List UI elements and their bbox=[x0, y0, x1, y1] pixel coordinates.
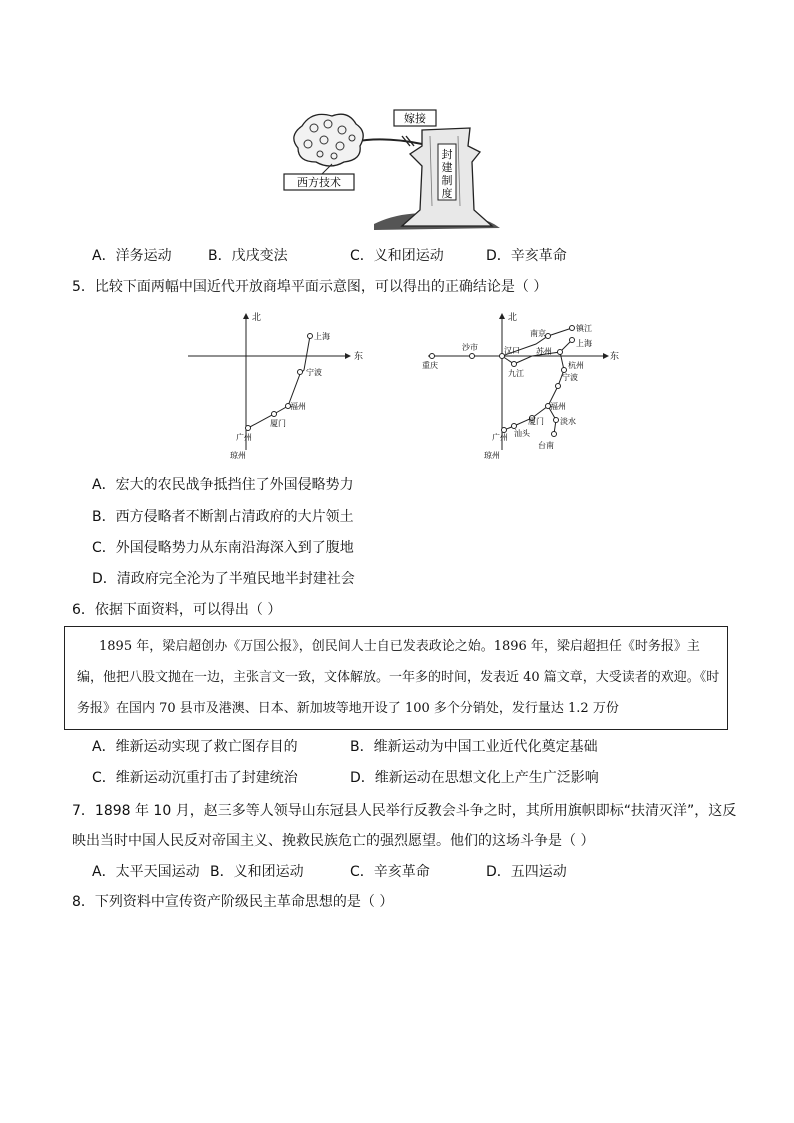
city-label-fuzhou: 福州 bbox=[290, 402, 306, 411]
q6-stem: 6．依据下面资料，可以得出（ ） bbox=[72, 602, 282, 618]
city-dot-zhenjiang bbox=[570, 326, 575, 331]
q4-option-b[interactable]: B．戊戌变法 bbox=[208, 248, 288, 264]
city-label-hankou: 汉口 bbox=[504, 346, 520, 355]
city-label-shantou: 汕头 bbox=[514, 429, 530, 438]
city-dot-jiujiang bbox=[512, 362, 517, 367]
city-label-shanghai: 上海 bbox=[576, 339, 592, 348]
city-label-hangzhou: 杭州 bbox=[568, 361, 584, 370]
city-label-guangzhou: 广州 bbox=[492, 433, 508, 442]
city-label-ningbo: 宁波 bbox=[306, 368, 322, 377]
q7-option-b[interactable]: B．义和团运动 bbox=[210, 864, 304, 880]
tree-label-char-1: 封 bbox=[441, 148, 453, 161]
western-label: 西方技术 bbox=[297, 176, 341, 189]
q5-option-a[interactable]: A．宏大的农民战争抵挡住了外国侵略势力 bbox=[92, 477, 354, 493]
q6-option-b[interactable]: B．维新运动为中国工业近代化奠定基础 bbox=[350, 739, 598, 755]
city-dot-shanghai bbox=[308, 334, 313, 339]
graft-label: 嫁接 bbox=[404, 112, 426, 125]
q6-source-line-3: 务报》在国内 70 县市及港澳、日本、新加坡等地开设了 100 多个分销处，发行量达 1.2 万份 bbox=[77, 701, 619, 716]
grafting-illustration bbox=[282, 106, 522, 236]
city-dot-suzhou bbox=[558, 350, 563, 355]
city-label-ningbo: 宁波 bbox=[562, 373, 578, 382]
city-label-guangzhou: 广州 bbox=[236, 433, 252, 442]
foliage-cluster bbox=[294, 114, 363, 166]
east-label: 东 bbox=[354, 352, 364, 362]
q4-option-d[interactable]: D．辛亥革命 bbox=[486, 248, 567, 264]
city-dot-guangzhou bbox=[502, 428, 507, 433]
q7-option-a[interactable]: A．太平天国运动 bbox=[92, 864, 200, 880]
q5-option-b[interactable]: B．西方侵略者不断割占清政府的大片领土 bbox=[92, 509, 354, 525]
q7-option-d[interactable]: D．五四运动 bbox=[486, 864, 567, 880]
north-label: 北 bbox=[252, 313, 262, 323]
city-label-suzhou: 苏州 bbox=[536, 347, 552, 356]
city-dot-chongqing bbox=[430, 354, 435, 359]
q6-source-line-2: 编，他把八股文抛在一边，主张言文一致，文体解放。一年多的时间，发表近 40 篇文章，大受读者的欢迎。《时 bbox=[77, 670, 720, 685]
city-label-fuzhou: 福州 bbox=[550, 402, 566, 411]
coast-route bbox=[248, 336, 310, 428]
city-label-xiamen: 厦门 bbox=[270, 419, 286, 428]
city-dot-shantou bbox=[512, 424, 517, 429]
q7-stem-line-1: 7．1898 年 10 月，赵三多等人领导山东冠县人民举行反教会斗争之时，其所用旗帜即标“扶清灭洋”，这反 bbox=[72, 803, 737, 819]
city-label-xiamen: 厦门 bbox=[528, 417, 544, 426]
q7-stem-line-2: 映出当时中国人民反对帝国主义、挽救民族危亡的强烈愿望。他们的这场斗争是（ ） bbox=[72, 833, 595, 849]
city-dot-shanghai bbox=[570, 338, 575, 343]
q5-stem: 5．比较下面两幅中国近代开放商埠平面示意图，可以得出的正确结论是（ ） bbox=[72, 279, 548, 295]
city-dot-tainan bbox=[552, 432, 557, 437]
treaty-ports-map-1 bbox=[186, 310, 366, 466]
treaty-ports-map-2 bbox=[420, 310, 620, 466]
q6-source-box bbox=[64, 626, 728, 730]
city-dot-shashi bbox=[470, 354, 475, 359]
q8-stem: 8．下列资料中宣传资产阶级民主革命思想的是（ ） bbox=[72, 894, 394, 910]
city-dot-nanjing bbox=[546, 334, 551, 339]
city-dot-xiamen bbox=[272, 412, 277, 417]
q4-option-c[interactable]: C．义和团运动 bbox=[350, 248, 444, 264]
tree-label-char-4: 度 bbox=[441, 187, 453, 200]
city-label-danshui: 淡水 bbox=[560, 417, 576, 426]
north-label: 北 bbox=[508, 313, 518, 323]
tree-label-char-2: 建 bbox=[441, 161, 453, 174]
tree-label-char-3: 制 bbox=[441, 174, 453, 187]
east-label: 东 bbox=[610, 352, 620, 362]
q5-option-c[interactable]: C．外国侵略势力从东南沿海深入到了腹地 bbox=[92, 540, 354, 556]
q5-option-d[interactable]: D．清政府完全沦为了半殖民地半封建社会 bbox=[92, 571, 355, 587]
city-dot-guangzhou bbox=[246, 426, 251, 431]
city-label-nanjing: 南京 bbox=[530, 329, 546, 338]
city-label-jiujiang: 九江 bbox=[508, 369, 524, 378]
city-label-qiongzhou: 琼州 bbox=[484, 451, 500, 460]
q6-option-d[interactable]: D．维新运动在思想文化上产生广泛影响 bbox=[350, 770, 599, 786]
q4-option-a[interactable]: A．洋务运动 bbox=[92, 248, 172, 264]
city-label-qiongzhou: 琼州 bbox=[230, 451, 246, 460]
q6-option-a[interactable]: A．维新运动实现了救亡图存目的 bbox=[92, 739, 298, 755]
city-label-tainan: 台南 bbox=[538, 441, 554, 450]
city-dot-danshui bbox=[554, 418, 559, 423]
q7-option-c[interactable]: C．辛亥革命 bbox=[350, 864, 430, 880]
city-dot-ningbo bbox=[298, 370, 303, 375]
city-label-zhenjiang: 镇江 bbox=[576, 324, 592, 333]
q6-option-c[interactable]: C．维新运动沉重打击了封建统治 bbox=[92, 770, 298, 786]
city-dot-ningbo bbox=[556, 384, 561, 389]
city-dot-hangzhou bbox=[562, 368, 567, 373]
city-label-shashi: 沙市 bbox=[462, 343, 478, 352]
city-label-chongqing: 重庆 bbox=[422, 361, 438, 370]
city-label-shanghai: 上海 bbox=[314, 332, 330, 341]
q6-source-line-1: 1895 年，梁启超创办《万国公报》，创民间人士自已发表政论之始。1896 年，梁启超担任《时务报》主 bbox=[99, 639, 700, 654]
